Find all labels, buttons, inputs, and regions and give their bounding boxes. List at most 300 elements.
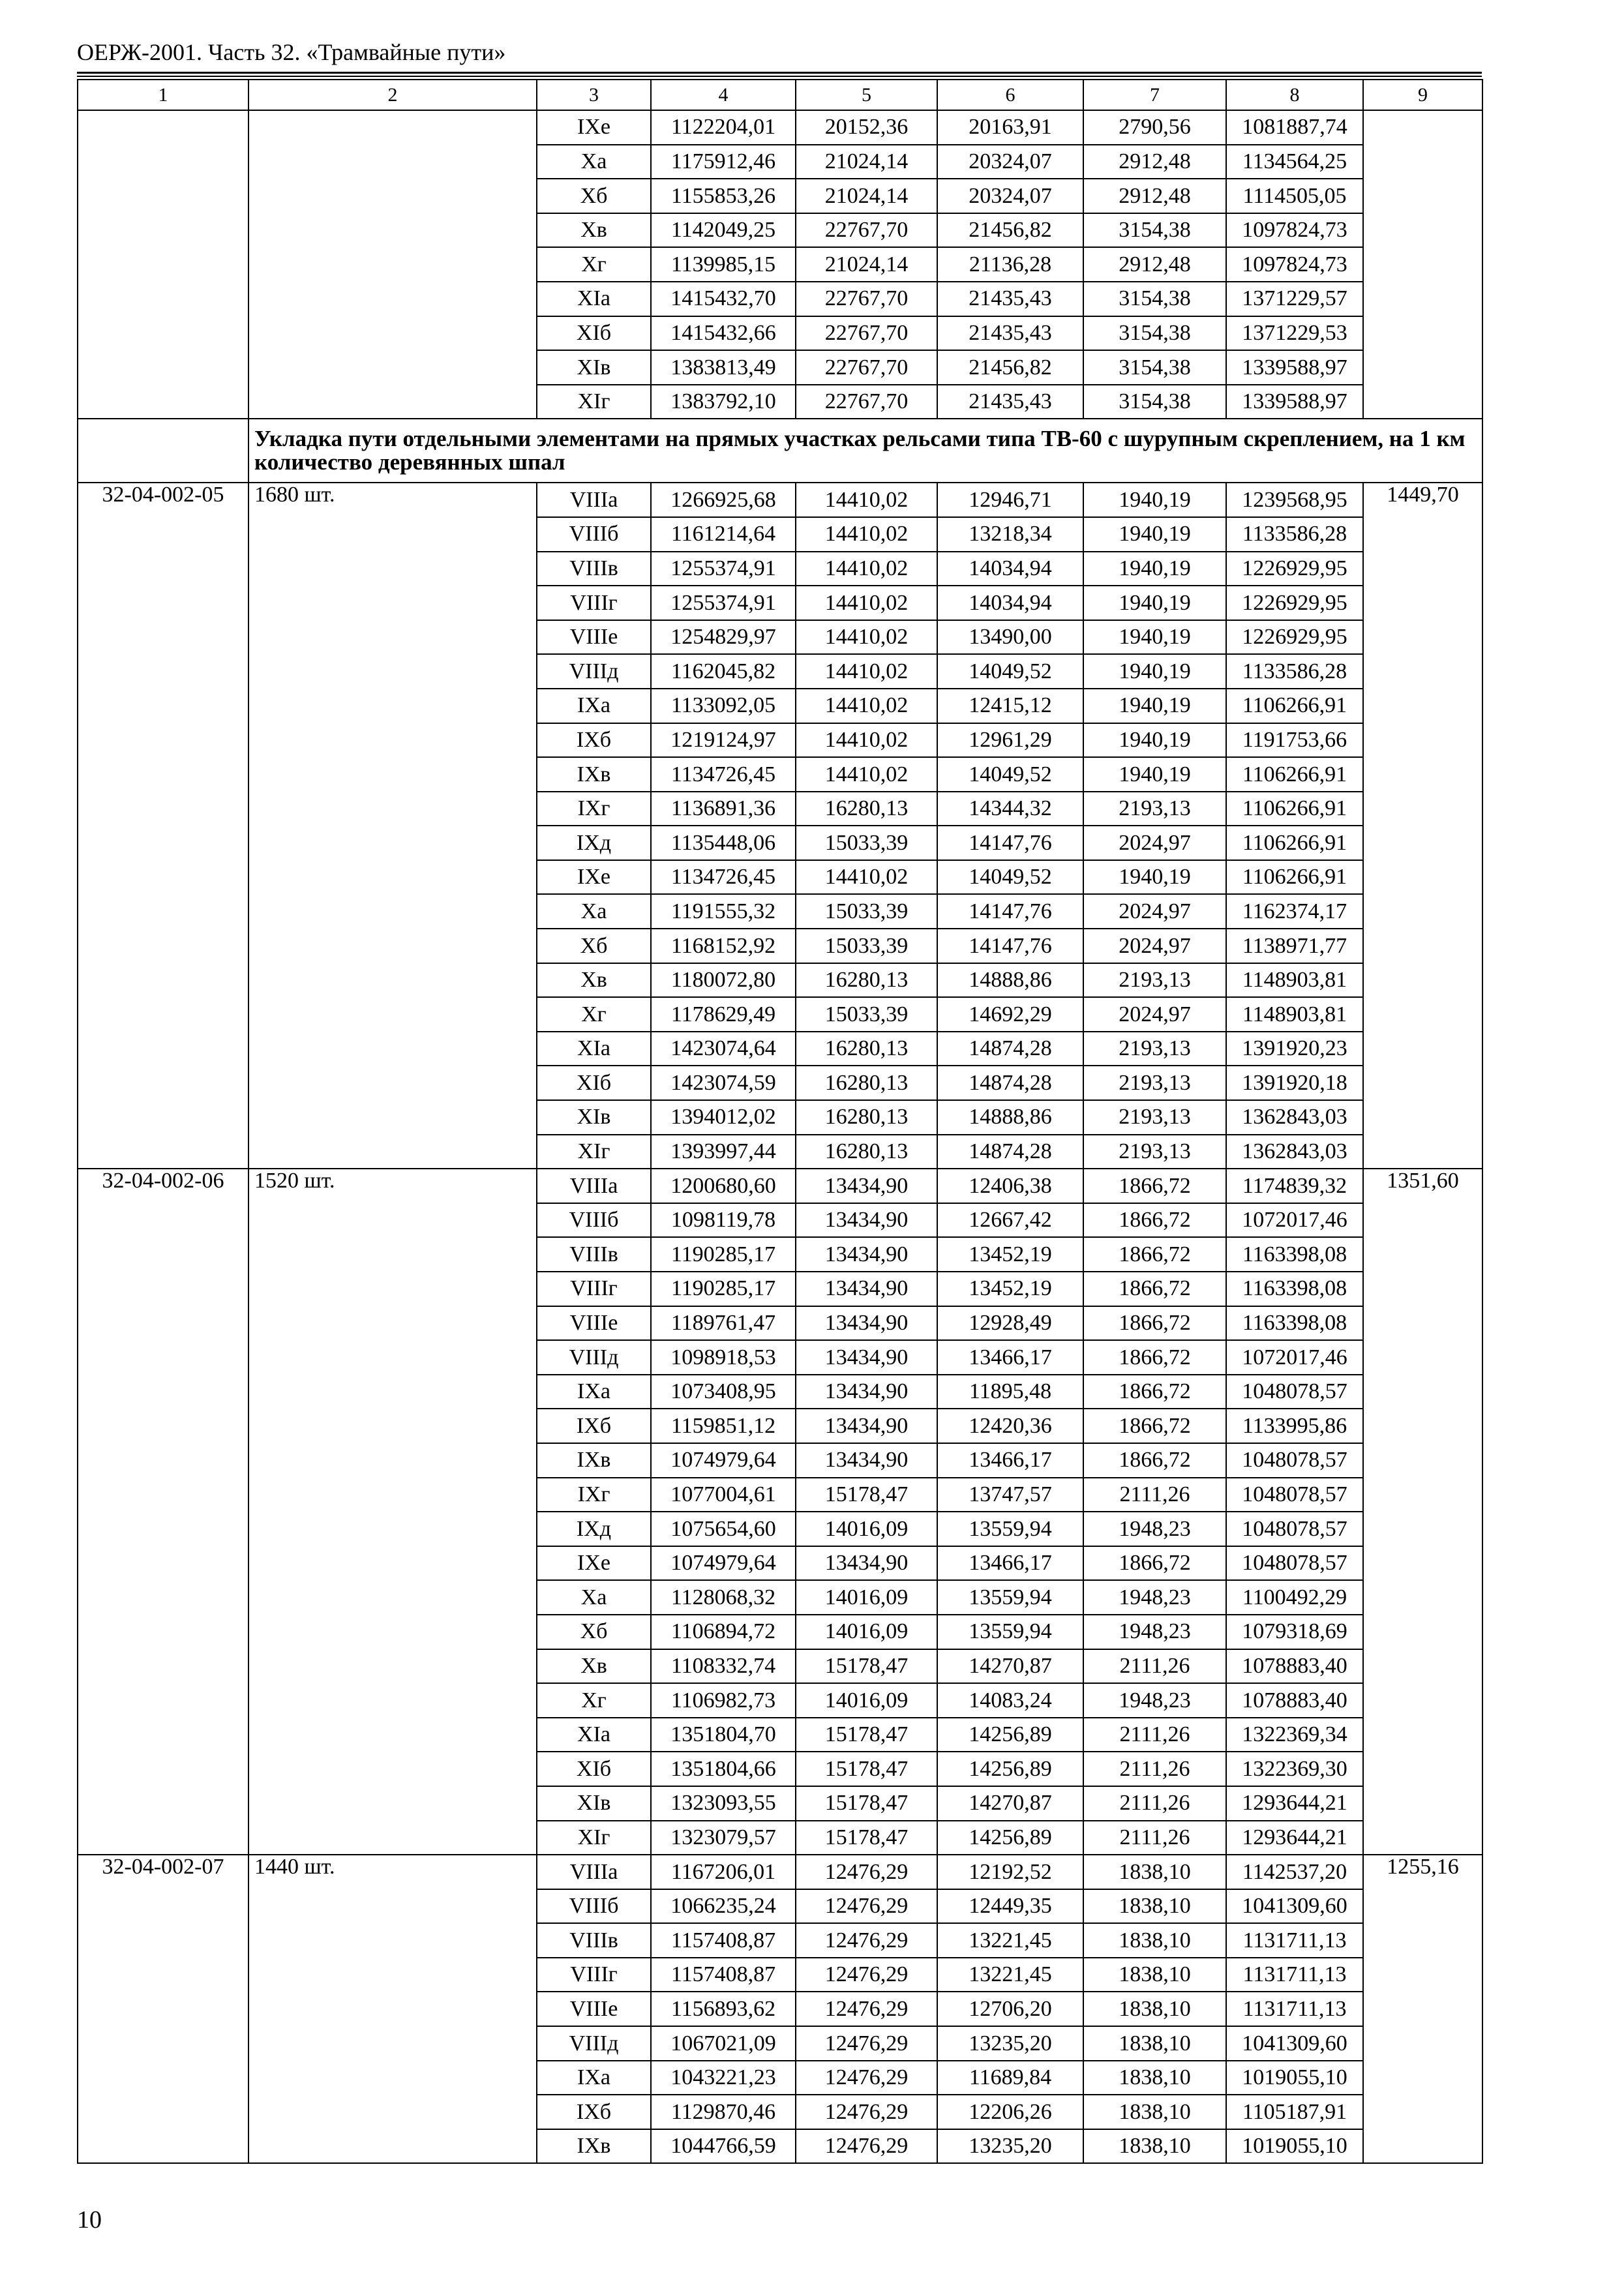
wages-cell: 15178,47	[796, 1821, 937, 1855]
class-cell: XIг	[537, 385, 651, 419]
total-cost-cell: 1190285,17	[651, 1237, 796, 1272]
machines-cell: 14147,76	[937, 894, 1083, 929]
machines-cell: 13235,20	[937, 2026, 1083, 2061]
column-number-2: 2	[248, 80, 537, 110]
machines-cell: 14034,94	[937, 586, 1083, 620]
machines-cell: 21456,82	[937, 350, 1083, 385]
machinist-wages-cell: 1866,72	[1083, 1272, 1226, 1306]
total-cost-cell: 1168152,92	[651, 929, 796, 963]
column-number-1: 1	[78, 80, 248, 110]
class-cell: Xа	[537, 145, 651, 179]
machinist-wages-cell: 1948,23	[1083, 1512, 1226, 1546]
class-cell: XIа	[537, 1032, 651, 1066]
machinist-wages-cell: 2111,26	[1083, 1752, 1226, 1786]
class-cell: Xа	[537, 894, 651, 929]
machines-cell: 14049,52	[937, 860, 1083, 895]
total-cost-cell: 1108332,74	[651, 1649, 796, 1684]
wages-cell: 12476,29	[796, 1855, 937, 1889]
materials-cell: 1133586,28	[1226, 517, 1363, 552]
machines-cell: 14888,86	[937, 963, 1083, 998]
materials-cell: 1293644,21	[1226, 1821, 1363, 1855]
machinist-wages-cell: 3154,38	[1083, 213, 1226, 248]
wages-cell: 22767,70	[796, 213, 937, 248]
class-cell: XIг	[537, 1135, 651, 1169]
machinist-wages-cell: 2912,48	[1083, 179, 1226, 213]
machines-cell: 20324,07	[937, 145, 1083, 179]
materials-cell: 1322369,30	[1226, 1752, 1363, 1786]
machines-cell: 13221,45	[937, 1958, 1083, 1992]
class-cell: VIIIв	[537, 552, 651, 586]
machinist-wages-cell: 3154,38	[1083, 350, 1226, 385]
total-cost-cell: 1178629,49	[651, 997, 796, 1032]
wages-cell: 15178,47	[796, 1786, 937, 1821]
machines-cell: 20324,07	[937, 179, 1083, 213]
wages-cell: 16280,13	[796, 1100, 937, 1135]
wages-cell: 16280,13	[796, 1135, 937, 1169]
machines-cell: 14147,76	[937, 929, 1083, 963]
machinist-wages-cell: 2912,48	[1083, 247, 1226, 282]
class-cell: VIIIв	[537, 1923, 651, 1958]
total-cost-cell: 1073408,95	[651, 1375, 796, 1409]
machines-cell: 12706,20	[937, 1992, 1083, 2026]
materials-cell: 1097824,73	[1226, 247, 1363, 282]
materials-cell: 1293644,21	[1226, 1786, 1363, 1821]
materials-cell: 1362843,03	[1226, 1100, 1363, 1135]
materials-cell: 1163398,08	[1226, 1306, 1363, 1341]
materials-cell: 1239568,95	[1226, 483, 1363, 517]
machines-cell: 21435,43	[937, 282, 1083, 316]
machinist-wages-cell: 2193,13	[1083, 1066, 1226, 1100]
machines-cell: 14049,52	[937, 757, 1083, 792]
sleeper-quantity: 1520 шт.	[248, 1169, 537, 1855]
machinist-wages-cell: 1838,10	[1083, 2129, 1226, 2164]
total-cost-cell: 1423074,59	[651, 1066, 796, 1100]
page-number: 10	[77, 2206, 102, 2234]
table-row	[78, 110, 1482, 145]
materials-cell: 1191753,66	[1226, 723, 1363, 758]
wages-cell: 13434,90	[796, 1169, 937, 1203]
class-cell: VIIIг	[537, 1272, 651, 1306]
total-cost-cell: 1383792,10	[651, 385, 796, 419]
total-cost-cell: 1266925,68	[651, 483, 796, 517]
class-cell: VIIIд	[537, 1340, 651, 1375]
machinist-wages-cell: 2193,13	[1083, 1032, 1226, 1066]
sleeper-quantity: 1440 шт.	[248, 1855, 537, 2163]
machinist-wages-cell: 1838,10	[1083, 1855, 1226, 1889]
total-cost-cell: 1351804,66	[651, 1752, 796, 1786]
total-cost-cell: 1106982,73	[651, 1683, 796, 1718]
machines-cell: 12206,26	[937, 2095, 1083, 2129]
total-cost-cell: 1155853,26	[651, 179, 796, 213]
total-cost-cell: 1161214,64	[651, 517, 796, 552]
materials-cell: 1048078,57	[1226, 1546, 1363, 1581]
machines-cell: 21136,28	[937, 247, 1083, 282]
materials-cell: 1097824,73	[1226, 213, 1363, 248]
materials-cell: 1019055,10	[1226, 2061, 1363, 2095]
wages-cell: 14016,09	[796, 1615, 937, 1649]
machines-cell: 12420,36	[937, 1409, 1083, 1443]
machines-cell: 14083,24	[937, 1683, 1083, 1718]
class-cell: VIIIг	[537, 1958, 651, 1992]
materials-cell: 1371229,53	[1226, 316, 1363, 351]
class-cell: XIв	[537, 1786, 651, 1821]
wages-cell: 13434,90	[796, 1272, 937, 1306]
materials-cell: 1106266,91	[1226, 860, 1363, 895]
machinist-wages-cell: 1940,19	[1083, 757, 1226, 792]
materials-cell: 1048078,57	[1226, 1375, 1363, 1409]
machinist-wages-cell: 1838,10	[1083, 1992, 1226, 2026]
wages-cell: 14410,02	[796, 723, 937, 758]
machines-cell: 13559,94	[937, 1580, 1083, 1615]
rate-code: 32-04-002-06	[78, 1169, 248, 1855]
materials-cell: 1106266,91	[1226, 792, 1363, 826]
class-cell: IXг	[537, 1478, 651, 1512]
machines-cell: 14888,86	[937, 1100, 1083, 1135]
machines-cell: 12667,42	[937, 1203, 1083, 1238]
materials-cell: 1048078,57	[1226, 1478, 1363, 1512]
total-cost-cell: 1415432,70	[651, 282, 796, 316]
machinist-wages-cell: 1838,10	[1083, 1958, 1226, 1992]
wages-cell: 22767,70	[796, 282, 937, 316]
machinist-wages-cell: 1866,72	[1083, 1546, 1226, 1581]
class-cell: XIа	[537, 282, 651, 316]
total-cost-cell: 1423074,64	[651, 1032, 796, 1066]
machinist-wages-cell: 1948,23	[1083, 1580, 1226, 1615]
machines-cell: 12449,35	[937, 1889, 1083, 1924]
section-title-spacer	[78, 419, 248, 483]
wages-cell: 14410,02	[796, 860, 937, 895]
total-cost-cell: 1066235,24	[651, 1889, 796, 1924]
total-cost-cell: 1351804,70	[651, 1718, 796, 1752]
materials-cell: 1134564,25	[1226, 145, 1363, 179]
class-cell: XIа	[537, 1718, 651, 1752]
column-number-4: 4	[651, 80, 796, 110]
materials-cell: 1391920,18	[1226, 1066, 1363, 1100]
table-row	[78, 1169, 1482, 1203]
total-cost-cell: 1189761,47	[651, 1306, 796, 1341]
wages-cell: 15033,39	[796, 826, 937, 860]
wages-cell: 13434,90	[796, 1546, 937, 1581]
wages-cell: 15178,47	[796, 1752, 937, 1786]
machines-cell: 12961,29	[937, 723, 1083, 758]
total-cost-cell: 1134726,45	[651, 860, 796, 895]
table-row	[78, 483, 1482, 517]
total-cost-cell: 1139985,15	[651, 247, 796, 282]
materials-cell: 1174839,32	[1226, 1169, 1363, 1203]
total-cost-cell: 1323079,57	[651, 1821, 796, 1855]
materials-cell: 1138971,77	[1226, 929, 1363, 963]
machinist-wages-cell: 2193,13	[1083, 1100, 1226, 1135]
wages-cell: 22767,70	[796, 350, 937, 385]
class-cell: Xб	[537, 929, 651, 963]
materials-cell: 1142537,20	[1226, 1855, 1363, 1889]
materials-cell: 1163398,08	[1226, 1237, 1363, 1272]
total-cost-cell: 1219124,97	[651, 723, 796, 758]
header-rule-thick	[77, 72, 1482, 74]
total-cost-cell: 1255374,91	[651, 586, 796, 620]
machinist-wages-cell: 2790,56	[1083, 110, 1226, 145]
machines-cell: 20163,91	[937, 110, 1083, 145]
machinist-wages-cell: 1940,19	[1083, 517, 1226, 552]
machines-cell: 13221,45	[937, 1923, 1083, 1958]
class-cell: Xа	[537, 1580, 651, 1615]
labor-total: 1351,60	[1363, 1169, 1482, 1855]
wages-cell: 14016,09	[796, 1580, 937, 1615]
materials-cell: 1114505,05	[1226, 179, 1363, 213]
materials-cell: 1078883,40	[1226, 1683, 1363, 1718]
machines-cell: 12415,12	[937, 689, 1083, 723]
machinist-wages-cell: 1866,72	[1083, 1340, 1226, 1375]
machinist-wages-cell: 1866,72	[1083, 1443, 1226, 1478]
wages-cell: 13434,90	[796, 1340, 937, 1375]
machines-cell: 14049,52	[937, 654, 1083, 689]
total-cost-cell: 1175912,46	[651, 145, 796, 179]
code-cell-empty	[78, 110, 248, 419]
class-cell: VIIIа	[537, 1169, 651, 1203]
wages-cell: 15178,47	[796, 1478, 937, 1512]
class-cell: IXв	[537, 1443, 651, 1478]
machinist-wages-cell: 1940,19	[1083, 620, 1226, 655]
materials-cell: 1148903,81	[1226, 963, 1363, 998]
class-cell: Xг	[537, 247, 651, 282]
table-body	[78, 80, 1482, 2163]
total-cost-cell: 1200680,60	[651, 1169, 796, 1203]
class-cell: VIIIа	[537, 483, 651, 517]
machines-cell: 13490,00	[937, 620, 1083, 655]
class-cell: IXе	[537, 1546, 651, 1581]
machinist-wages-cell: 2111,26	[1083, 1718, 1226, 1752]
class-cell: Xв	[537, 213, 651, 248]
total-cost-cell: 1254829,97	[651, 620, 796, 655]
class-cell: VIIIб	[537, 1203, 651, 1238]
total-cost-cell: 1133092,05	[651, 689, 796, 723]
machinist-wages-cell: 1838,10	[1083, 2026, 1226, 2061]
materials-cell: 1133995,86	[1226, 1409, 1363, 1443]
column-number-6: 6	[937, 80, 1083, 110]
materials-cell: 1072017,46	[1226, 1340, 1363, 1375]
class-cell: Xб	[537, 179, 651, 213]
materials-cell: 1105187,91	[1226, 2095, 1363, 2129]
total-cost-cell: 1074979,64	[651, 1546, 796, 1581]
machinist-wages-cell: 2111,26	[1083, 1478, 1226, 1512]
total-cost-cell: 1190285,17	[651, 1272, 796, 1306]
total-cost-cell: 1157408,87	[651, 1923, 796, 1958]
machinist-wages-cell: 2193,13	[1083, 792, 1226, 826]
column-number-8: 8	[1226, 80, 1363, 110]
materials-cell: 1048078,57	[1226, 1512, 1363, 1546]
header-rule-thin	[77, 76, 1482, 77]
total-cost-cell: 1393997,44	[651, 1135, 796, 1169]
machinist-wages-cell: 3154,38	[1083, 385, 1226, 419]
machines-cell: 14874,28	[937, 1135, 1083, 1169]
class-cell: IXа	[537, 2061, 651, 2095]
materials-cell: 1100492,29	[1226, 1580, 1363, 1615]
total-cost-cell: 1044766,59	[651, 2129, 796, 2164]
wages-cell: 15178,47	[796, 1649, 937, 1684]
materials-cell: 1048078,57	[1226, 1443, 1363, 1478]
materials-cell: 1339588,97	[1226, 350, 1363, 385]
wages-cell: 16280,13	[796, 963, 937, 998]
wages-cell: 12476,29	[796, 2095, 937, 2129]
class-cell: VIIIд	[537, 2026, 651, 2061]
wages-cell: 12476,29	[796, 1992, 937, 2026]
class-cell: IXб	[537, 2095, 651, 2129]
machines-cell: 13747,57	[937, 1478, 1083, 1512]
machines-cell: 13559,94	[937, 1512, 1083, 1546]
wages-cell: 21024,14	[796, 179, 937, 213]
wages-cell: 13434,90	[796, 1375, 937, 1409]
materials-cell: 1106266,91	[1226, 826, 1363, 860]
machines-cell: 13466,17	[937, 1340, 1083, 1375]
machinist-wages-cell: 1940,19	[1083, 860, 1226, 895]
machines-cell: 14256,89	[937, 1821, 1083, 1855]
wages-cell: 14410,02	[796, 654, 937, 689]
wages-cell: 14410,02	[796, 757, 937, 792]
machinist-wages-cell: 2024,97	[1083, 894, 1226, 929]
machinist-wages-cell: 1866,72	[1083, 1203, 1226, 1238]
section-title-row	[78, 419, 1482, 483]
machinist-wages-cell: 1940,19	[1083, 689, 1226, 723]
wages-cell: 12476,29	[796, 1958, 937, 1992]
class-cell: IXд	[537, 1512, 651, 1546]
wages-cell: 14016,09	[796, 1512, 937, 1546]
labor-total: 1449,70	[1363, 483, 1482, 1169]
machinist-wages-cell: 2024,97	[1083, 929, 1226, 963]
section-title: Укладка пути отдельными элементами на прямых участках рельсами типа ТВ-60 с шурупным скреплением, на 1 км количество деревянных шпал	[248, 419, 1482, 483]
class-cell: XIб	[537, 1752, 651, 1786]
total-cost-cell: 1323093,55	[651, 1786, 796, 1821]
machinist-wages-cell: 1948,23	[1083, 1683, 1226, 1718]
class-cell: IXе	[537, 110, 651, 145]
wages-cell: 22767,70	[796, 316, 937, 351]
machines-cell: 14270,87	[937, 1649, 1083, 1684]
rate-code: 32-04-002-05	[78, 483, 248, 1169]
class-cell: IXг	[537, 792, 651, 826]
machinist-wages-cell: 3154,38	[1083, 282, 1226, 316]
sleeper-quantity: 1680 шт.	[248, 483, 537, 1169]
machines-cell: 12946,71	[937, 483, 1083, 517]
materials-cell: 1078883,40	[1226, 1649, 1363, 1684]
class-cell: VIIIе	[537, 1992, 651, 2026]
total-cost-cell: 1067021,09	[651, 2026, 796, 2061]
column-number-9: 9	[1363, 80, 1482, 110]
wages-cell: 13434,90	[796, 1203, 937, 1238]
machinist-wages-cell: 3154,38	[1083, 316, 1226, 351]
class-cell: VIIIб	[537, 517, 651, 552]
machinist-wages-cell: 1866,72	[1083, 1375, 1226, 1409]
machines-cell: 14874,28	[937, 1066, 1083, 1100]
machines-cell: 13452,19	[937, 1237, 1083, 1272]
wages-cell: 14410,02	[796, 517, 937, 552]
wages-cell: 14410,02	[796, 620, 937, 655]
machinist-wages-cell: 2111,26	[1083, 1786, 1226, 1821]
wages-cell: 14410,02	[796, 483, 937, 517]
machines-cell: 13218,34	[937, 517, 1083, 552]
machinist-wages-cell: 1948,23	[1083, 1615, 1226, 1649]
class-cell: VIIIе	[537, 620, 651, 655]
machinist-wages-cell: 2912,48	[1083, 145, 1226, 179]
materials-cell: 1322369,34	[1226, 1718, 1363, 1752]
total-cost-cell: 1415432,66	[651, 316, 796, 351]
materials-cell: 1041309,60	[1226, 2026, 1363, 2061]
materials-cell: 1148903,81	[1226, 997, 1363, 1032]
wages-cell: 14410,02	[796, 586, 937, 620]
machinist-wages-cell: 2111,26	[1083, 1649, 1226, 1684]
machines-cell: 13466,17	[937, 1443, 1083, 1478]
wages-cell: 13434,90	[796, 1306, 937, 1341]
total-cost-cell: 1167206,01	[651, 1855, 796, 1889]
machinist-wages-cell: 2024,97	[1083, 997, 1226, 1032]
class-cell: IXа	[537, 1375, 651, 1409]
class-cell: VIIIа	[537, 1855, 651, 1889]
class-cell: Xг	[537, 1683, 651, 1718]
machinist-wages-cell: 1940,19	[1083, 483, 1226, 517]
wages-cell: 15033,39	[796, 929, 937, 963]
class-cell: IXа	[537, 689, 651, 723]
running-header: ОЕРЖ-2001. Часть 32. «Трамвайные пути»	[77, 39, 506, 65]
wages-cell: 20152,36	[796, 110, 937, 145]
class-cell: XIв	[537, 350, 651, 385]
machines-cell: 14874,28	[937, 1032, 1083, 1066]
wages-cell: 12476,29	[796, 2129, 937, 2164]
total-cost-cell: 1255374,91	[651, 552, 796, 586]
wages-cell: 21024,14	[796, 145, 937, 179]
class-cell: IXв	[537, 2129, 651, 2164]
materials-cell: 1391920,23	[1226, 1032, 1363, 1066]
wages-cell: 12476,29	[796, 1923, 937, 1958]
machinist-wages-cell: 2111,26	[1083, 1821, 1226, 1855]
wages-cell: 14410,02	[796, 689, 937, 723]
column-number-5: 5	[796, 80, 937, 110]
total-cost-cell: 1134726,45	[651, 757, 796, 792]
machines-cell: 14256,89	[937, 1718, 1083, 1752]
machines-cell: 21456,82	[937, 213, 1083, 248]
machines-cell: 14256,89	[937, 1752, 1083, 1786]
column-number-7: 7	[1083, 80, 1226, 110]
total-cost-cell: 1098918,53	[651, 1340, 796, 1375]
total-cost-cell: 1043221,23	[651, 2061, 796, 2095]
materials-cell: 1162374,17	[1226, 894, 1363, 929]
machines-cell: 14147,76	[937, 826, 1083, 860]
machinist-wages-cell: 1838,10	[1083, 2095, 1226, 2129]
machinist-wages-cell: 1838,10	[1083, 2061, 1226, 2095]
materials-cell: 1041309,60	[1226, 1889, 1363, 1924]
class-cell: Xв	[537, 963, 651, 998]
total-cost-cell: 1180072,80	[651, 963, 796, 998]
machines-cell: 14344,32	[937, 792, 1083, 826]
total-cost-cell: 1157408,87	[651, 1958, 796, 1992]
wages-cell: 14410,02	[796, 552, 937, 586]
class-cell: Xв	[537, 1649, 651, 1684]
wages-cell: 12476,29	[796, 2026, 937, 2061]
machinist-wages-cell: 2024,97	[1083, 826, 1226, 860]
wages-cell: 12476,29	[796, 1889, 937, 1924]
total-cost-cell: 1098119,78	[651, 1203, 796, 1238]
wages-cell: 16280,13	[796, 1032, 937, 1066]
total-cost-cell: 1074979,64	[651, 1443, 796, 1478]
machines-cell: 11895,48	[937, 1375, 1083, 1409]
machinist-wages-cell: 1866,72	[1083, 1169, 1226, 1203]
labor-total: 1255,16	[1363, 1855, 1482, 2163]
materials-cell: 1226929,95	[1226, 552, 1363, 586]
materials-cell: 1131711,13	[1226, 1923, 1363, 1958]
materials-cell: 1079318,69	[1226, 1615, 1363, 1649]
machinist-wages-cell: 1940,19	[1083, 552, 1226, 586]
materials-cell: 1106266,91	[1226, 757, 1363, 792]
wages-cell: 22767,70	[796, 385, 937, 419]
class-cell: IXб	[537, 723, 651, 758]
class-cell: IXе	[537, 860, 651, 895]
